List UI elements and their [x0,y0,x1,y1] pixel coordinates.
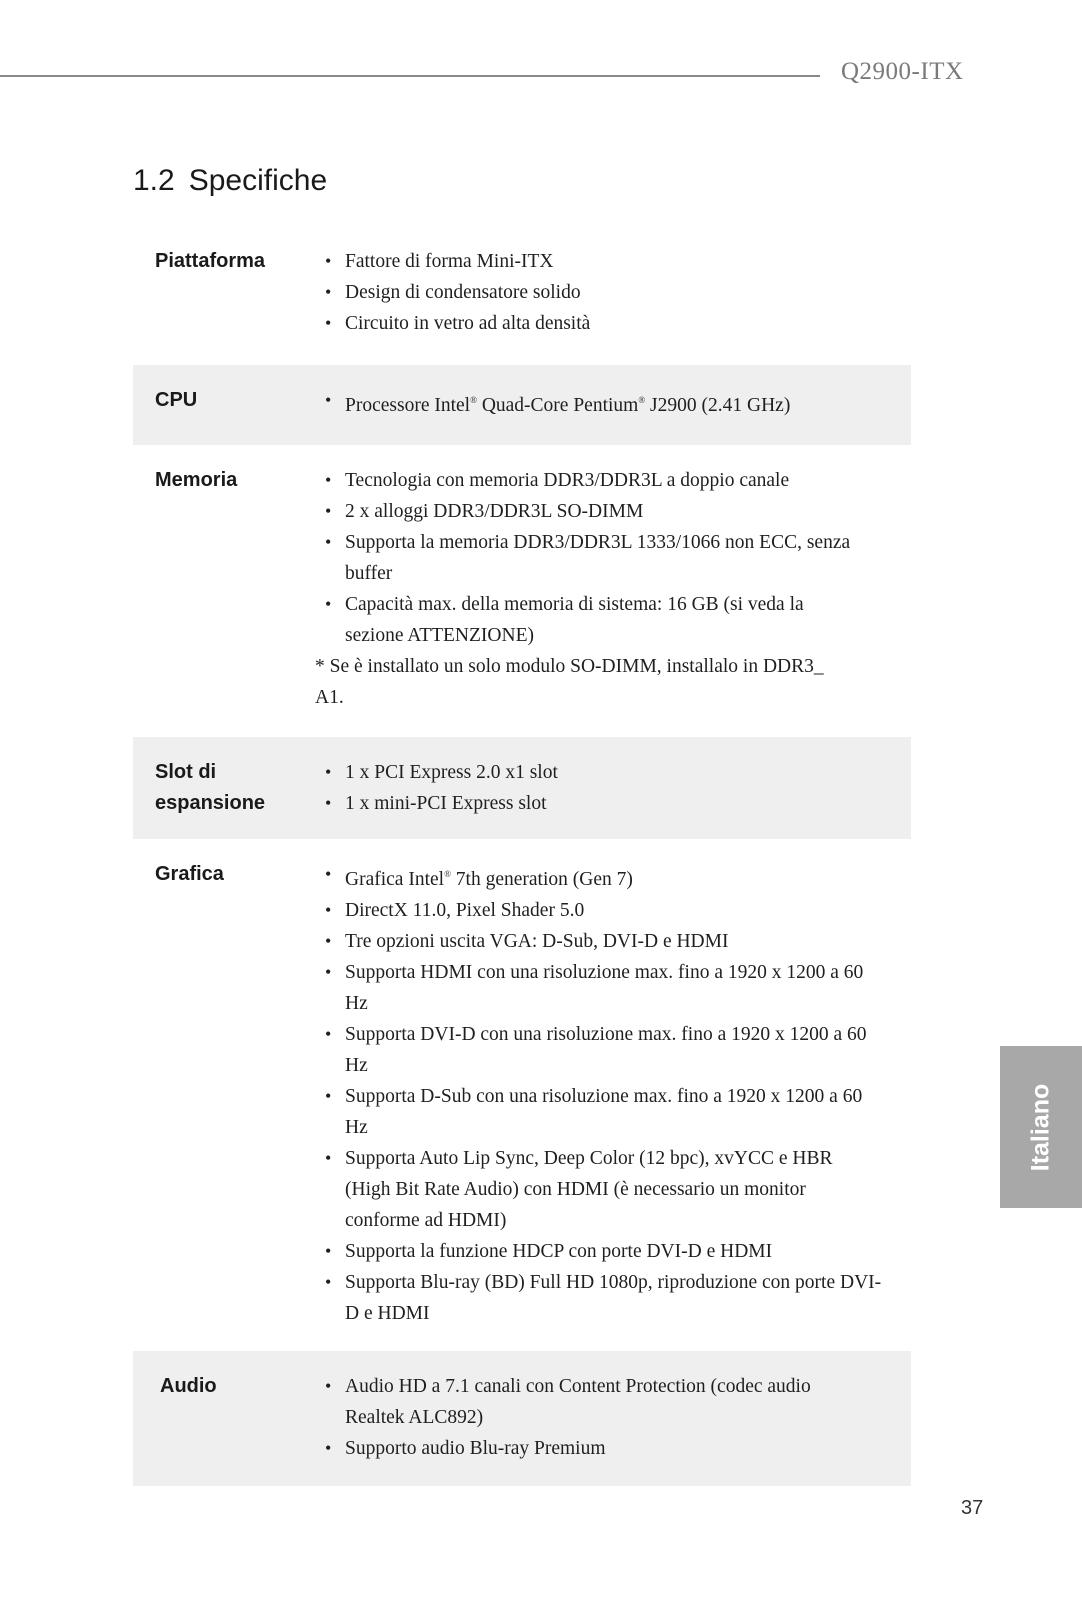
spec-label: CPU [155,389,198,411]
spec-label: Memoria [155,469,238,491]
list-item: • Fattore di forma Mini-ITX [315,246,875,277]
list-item: • Circuito in vetro ad alta densità [315,308,875,339]
language-side-tab [1000,1046,1082,1208]
header-rule [0,75,820,77]
header-model: Q2900-ITX [841,58,964,85]
list-item: • Supporto audio Blu-ray Premium [315,1433,875,1464]
language-side-tab-label: Italiano [1026,1083,1055,1171]
list-item: • Supporta D-Sub con una risoluzione max. fino a 1920 x 1200 a 60 Hz [315,1081,885,1143]
spec-body [315,246,875,339]
list-item: • DirectX 11.0, Pixel Shader 5.0 [315,895,875,926]
spec-row-audio [133,1351,911,1486]
list-item: • Audio HD a 7.1 canali con Content Protection (codec audio Realtek ALC892) [315,1371,865,1433]
spec-row-slot [133,737,911,839]
list-item: • Supporta HDMI con una risoluzione max. fino a 1920 x 1200 a 60 Hz [315,957,885,1019]
spec-row-piattaforma [133,236,911,361]
page-number: 37 [961,1497,984,1519]
spec-label: Piattaforma [155,250,266,272]
list-item: • 1 x mini-PCI Express slot [315,788,875,819]
list-item: • Supporta Auto Lip Sync, Deep Color (12 bpc), xvYCC e HBR (High Bit Rate Audio) con HDMI (è necessario un monitor conforme ad HDMI) [315,1143,870,1236]
spec-body [315,757,875,819]
list-item: • Tecnologia con memoria DDR3/DDR3L a doppio canale [315,465,875,496]
spec-body [315,1371,875,1464]
section-title [133,164,327,198]
list-item: • Supporta Blu-ray (BD) Full HD 1080p, riproduzione con porte DVI-D e HDMI [315,1267,885,1329]
spec-row-memoria [133,445,911,737]
spec-table [133,236,911,1486]
spec-row-cpu [133,365,911,445]
list-item: • Supporta DVI-D con una risoluzione max. fino a 1920 x 1200 a 60 Hz [315,1019,885,1081]
spec-row-grafica [133,839,911,1351]
spec-body [315,465,875,713]
section-title-text: Specifiche [188,164,328,197]
spec-body [315,859,882,1329]
list-item: • Design di condensatore solido [315,277,875,308]
spec-label [133,757,315,819]
spec-label: Grafica [155,863,224,885]
list-item: • Supporta la memoria DDR3/DDR3L 1333/1066 non ECC, senza buffer [315,527,865,589]
list-item: • Grafica Intel® 7th generation (Gen 7) [315,859,875,895]
list-item: • Capacità max. della memoria di sistema: 16 GB (si veda la sezione ATTENZIONE) [315,589,845,651]
spec-label-line: espansione [155,792,266,814]
section-number: 1.2 [133,164,175,197]
list-item: • Tre opzioni uscita VGA: D-Sub, DVI-D e HDMI [315,926,875,957]
list-item: • 2 x alloggi DDR3/DDR3L SO-DIMM [315,496,875,527]
list-item: • Supporta la funzione HDCP con porte DVI-D e HDMI [315,1236,875,1267]
spec-label: Audio [160,1375,217,1397]
spec-body [315,385,875,421]
list-item: • Processore Intel® Quad-Core Pentium® J2900 (2.41 GHz) [315,385,875,421]
list-item: • 1 x PCI Express 2.0 x1 slot [315,757,875,788]
memoria-note: * Se è installato un solo modulo SO-DIMM, installalo in DDR3_ A1. [315,656,824,708]
spec-label-line: Slot di [155,761,217,783]
